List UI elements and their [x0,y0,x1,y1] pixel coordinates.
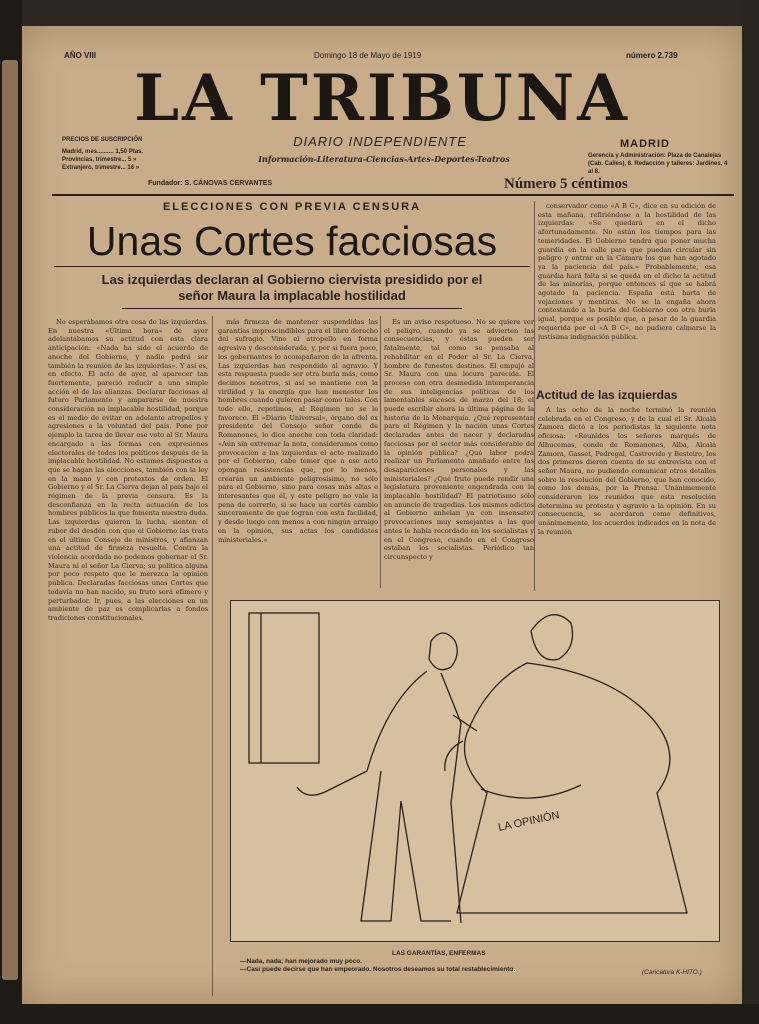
caption-line: —Nada, nada; han mejorado muy poco. [240,958,363,965]
book-binding [0,0,22,1024]
article-headline: Unas Cortes facciosas [86,218,498,264]
cartoon-credit: (Caricatura K-HITO.) [642,969,702,976]
cartoon-drawing [231,601,719,941]
header-rule [52,194,734,196]
column-3 [384,318,534,586]
city-label: MADRID [620,138,670,150]
newspaper-subtitle: DIARIO INDEPENDIENTE [293,134,467,149]
column-divider [380,316,381,588]
cartoon-title: LAS GARANTÍAS, ENFERMAS [392,950,486,957]
column-text: más firmeza de mantener suspendidas las garantías imprescindibles para el libre derecho del sufragio. Vino el atropello en forma agresiva y desconsiderada, y, por si fuera poco, los gobernantes lo acompañaron de la afrenta. Las izquierdas han respondido al agravio. Y esta respuesta puede ser otra burla más, como decimos nosotros, si así se mantiene con la virilidad y la energía que han menester los hombres cuando quieren pasar como tales. Con todo ello, repetimos, al Régimen no se le favorece. El «Diario Universal», órgano del ex presidente del Consejo señor conde de Romanones, lo dice anoche con toda claridad: «Aún sin extremar la nota, consideramos como provocación a las izquierdas el acto realizado por el Gobierno, cabe temer que a ese acto opongan resistencias que, por lo menos, crearán un ambiente peligrosísimo, no sólo para el Gobierno, sino para cosas más altas e interesantes que él, y este peligro no vale la pena de correrlo, si se hace un cortés cambio sinceramente de que logran con esta facilidad, y desde luego con menos a con ningún arraigo en la opinión, sus actas los candidatos ministeriales.» [218,318,378,544]
background-edge [742,0,759,1024]
column-4-top [538,202,716,382]
column-divider [212,316,213,996]
price-per-issue: Número 5 céntimos [504,176,628,192]
deck-rule [122,308,462,309]
newspaper-title: LA TRIBUNA [134,61,630,136]
column-text: A las ocho de la noche terminó la reunión celebrada en el Congreso, y de la cual el Sr. Alcalá Zamora dictó a los periodistas la siguiente nota oficiosa: «Reunidos los señores marqués de Alhucemas, conde de Romanones, Alba, Alcalá Zamora, Gasset, Pedregal, Castrovido y Besteiro, los dos primeros dieron cuenta de su entrevista con el señor Maura, no pudiendo comunicar otros detalles sobre la resolución del Gobierno, que han conocido, como los demás, por la Prensa. Unánimemente consideraron los reunidos que esta resolución determina su protesta y agravio a la opinión. En su consecuencia, se acordaron como definitivos, unánimemente, los acuerdos indicados en la nota de la reunión [538,406,716,536]
column-text: Es un aviso respetuoso. No se quiere ver el peligro, cuando ya se advierten las consecuencias, y éstas pueden ser fatalmente, tal como se pensaba al rehabilitar en el Poder al Sr. La Cierva, hombre de funestos destinos. El empujó al Sr. Maura con una locura parecida. El proceso con otra desmedida intemperancia de sus inteligencias políticas de los lamentables sucesos de marzo del 18; el puede escribir ahora la última página de la historia de la Monarquía. ¿Qué representan para el Régimen y la nación unas Cortes declaradas antes de nacer y declaradas facciosas por el sector más considerable de la opinión pública? ¿Qué labor podrá realizar un Parlamento amañado entre las desapariciones personales y las ministeriales? ¿Qué fruto puede rendir una legislatura proveniente engendrada con la implacable hostilidad? El patriotismo sólo en anuncio de tragedias. Los mismos adictos al Gobierno anhelan ya con insensatez provocaciones muy semejantes a las que antes le había recordado en los socialistas y en el Congreso, cuando en el Congreso estaban los socialistas. Periódico tan circunspecto y [384,318,534,561]
year-label: AÑO VIII [64,51,97,60]
headline-rule [54,266,530,267]
sections-line: Información-Literatura-Ciencias-Artes-Deportes-Teatros [258,154,510,164]
column-divider [534,201,535,591]
prices-title: PRECIOS DE SUSCRIPCIÓN [62,137,143,143]
column-text: conservador como «A B C», dice en su edición de esta mañana, refiriéndose a la hostilidad de las izquierdas: «Se quedará en el dicho afortunadamente. No están los tiempos para las temeridades. El Gobierno tendrá que poner mucha guardia en la calle para que puedan circular sin peligro y entrar en la Cámara los que han agotado ya la paciencia del país.» Probablemente, esa guardia hará falta si se queda en el dicho la actitud de las minorías, porque entonces sí que se habrá agotado la paciencia. España está harta de vejaciones y mentiras. No se la engaña ahora contestando a la burla del Gobierno con otra burla igual, porque es posible que, a pesar de la guardia requerida por el «A B C», no pudiera calmarse la justísima indignación pública. [538,202,716,341]
article-deck: Las izquierdas declaran al Gobierno ciervista presidido por el señor Maura la implacable hostilidad [101,272,483,303]
newspaper-page [22,26,742,1004]
issue-number: número 2.739 [626,51,678,60]
price-row: Provincias, trimestre... 5 » [62,157,137,163]
price-row: Extranjero, trimestre... 16 » [62,165,140,171]
binding-strip [2,60,18,980]
date-label: Domingo 18 de Mayo de 1919 [314,51,422,60]
founder-line: Fundador: S. CÁNOVAS CERVANTES [148,180,273,187]
price-row: Madrid, mes.......... 1,50 Ptas. [62,149,144,155]
cartoon-illustration [230,600,720,942]
cartoon-label: LA OPINIÓN [497,809,561,834]
background-edge-bottom [0,1004,759,1024]
column-4-bottom [538,406,716,586]
article-kicker: ELECCIONES CON PREVIA CENSURA [162,201,422,213]
address-block: Gerencia y Administración: Plaza de Canalejas (Cab. Calles), 8. Redacción y talleres: Jardines, 4 al 8. [588,153,728,175]
cartoon-caption [240,958,515,974]
caption-line: —Casi puede decirse que han empeorado. Nosotros deseamos su total restablecimiento. [240,966,516,973]
column-1 [48,318,208,993]
column-heading: Actitud de las izquierdas [536,388,678,402]
prices-list [62,148,212,172]
column-2 [218,318,378,586]
column-text: No esperábamos otra cosa de las izquierdas. En nuestra «Última hora» de ayer adelantábamos su actitud con esta clara anticipación: «Nada ha sido el acuerdo de anoche del Gobierno, y nadie podrá ser también la reunión de las izquierdas». Y así es, en efecto. El acto de ayer, al aparecer tan fuertemente, pareció reducir a una simple acción el de las alianzas. Declarar facciosas al futuro Parlamento y ampararse de nuestra consideración no implacable hostilidad, porque es el medio de evitar en adelante atropellos y agresiones a la voluntad del país. Pone por ejemplo la tarea de llevar ese voto al Sr. Maura encargado a las formas con expresiones electorales de todos los políticos después de la implacable hostilidad. No estamos dispuestos a que se hagan las elecciones, también con la ley en la mano y con pretextos de orden. El Gobierno y el Sr. La Cierva dejan al país bajo el régimen de la previa censura. Es la desconfianza en la recta actuación de los hombres públicos la que fomenta nuestra duda. Las izquierdas quieren la lucha, sienten el rubor del desdén con que el Gobierno las trata en el último Consejo de ministros, y afianzan una actitud de firmeza resuelta. Contra la violencia acordada no podemos gobernar el Sr. Maura ni el señor La Cierva; su política alguna por poco respeto que le merezca la opinión pública. Declaradas facciosas unas Cortes que todavía no han nacido, su fruto será efímero y perturbador. Ir, pues, a las elecciones en un ambiente de paz es complicarlas a fondos tradiciones constitucionales. [48,318,208,622]
